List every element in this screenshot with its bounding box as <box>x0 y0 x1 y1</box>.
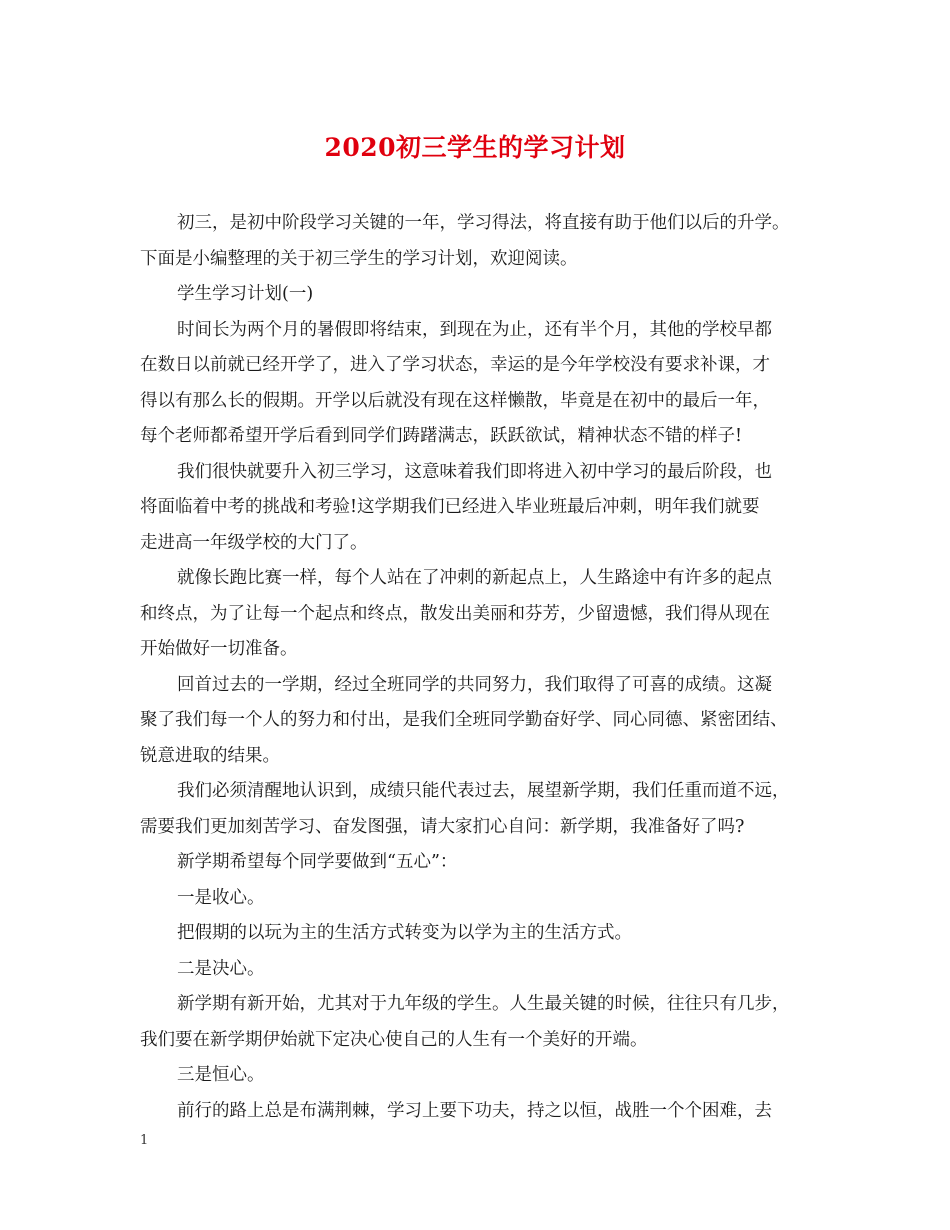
body-line: 新学期有新开始，尤其对于九年级的学生。人生最关键的时候，往往只有几步， <box>177 994 790 1014</box>
document-title: 2020初三学生的学习计划 <box>324 133 626 162</box>
page-number: 1 <box>140 1133 149 1148</box>
body-line: 回首过去的一学期，经过全班同学的共同努力，我们取得了可喜的成绩。这凝 <box>177 674 772 695</box>
body-line: 新学期希望每个同学要做到“五心”： <box>177 852 458 872</box>
body-line: 初三，是初中阶段学习关键的一年，学习得法，将直接有助于他们以后的升学。 <box>177 213 790 233</box>
body-line: 就像长跑比赛一样，每个人站在了冲刺的新起点上，人生路途中有许多的起点 <box>177 568 772 588</box>
list-heading: 一是收心。 <box>177 887 265 908</box>
body-line: 我们很快就要升入初三学习，这意味着我们即将进入初中学习的最后阶段，也 <box>177 461 772 482</box>
body-line: 在数日以前就已经开学了，进入了学习状态，幸运的是今年学校没有要求补课，才 <box>140 355 770 375</box>
document-body <box>140 206 830 1129</box>
section-heading: 学生学习计划(一) <box>177 284 314 304</box>
list-heading: 二是决心。 <box>177 958 265 979</box>
list-heading: 三是恒心。 <box>177 1065 265 1085</box>
body-line: 每个老师都希望开学后看到同学们踌躇满志，跃跃欲试，精神状态不错的样子! <box>140 426 743 446</box>
body-line: 我们必须清醒地认识到，成绩只能代表过去，展望新学期，我们任重而道不远， <box>177 781 790 801</box>
body-line: 需要我们更加刻苦学习、奋发图强，请大家扪心自问：新学期，我准备好了吗? <box>140 816 745 837</box>
body-line: 走进高一年级学校的大门了。 <box>140 532 368 553</box>
body-line: 和终点，为了让每一个起点和终点，散发出美丽和芬芳，少留遗憾，我们得从现在 <box>140 603 770 624</box>
body-line: 聚了我们每一个人的努力和付出，是我们全班同学勤奋好学、同心同德、紧密团结、 <box>140 710 788 730</box>
body-line: 锐意进取的结果。 <box>140 745 280 766</box>
body-line: 把假期的以玩为主的生活方式转变为以学为主的生活方式。 <box>177 923 632 943</box>
body-line: 得以有那么长的假期。开学以后就没有现在这样懒散，毕竟是在初中的最后一年， <box>140 390 770 411</box>
body-line: 开始做好一切准备。 <box>140 639 298 659</box>
body-line: 将面临着中考的挑战和考验!这学期我们已经进入毕业班最后冲刺，明年我们就要 <box>140 497 760 517</box>
body-line: 前行的路上总是布满荆棘，学习上要下功夫，持之以恒，战胜一个个困难，去 <box>177 1100 772 1121</box>
body-line: 我们要在新学期伊始就下定决心使自己的人生有一个美好的开端。 <box>140 1029 648 1050</box>
body-line: 时间长为两个月的暑假即将结束，到现在为止，还有半个月，其他的学校早都 <box>177 319 772 340</box>
body-line: 下面是小编整理的关于初三学生的学习计划，欢迎阅读。 <box>140 248 578 269</box>
